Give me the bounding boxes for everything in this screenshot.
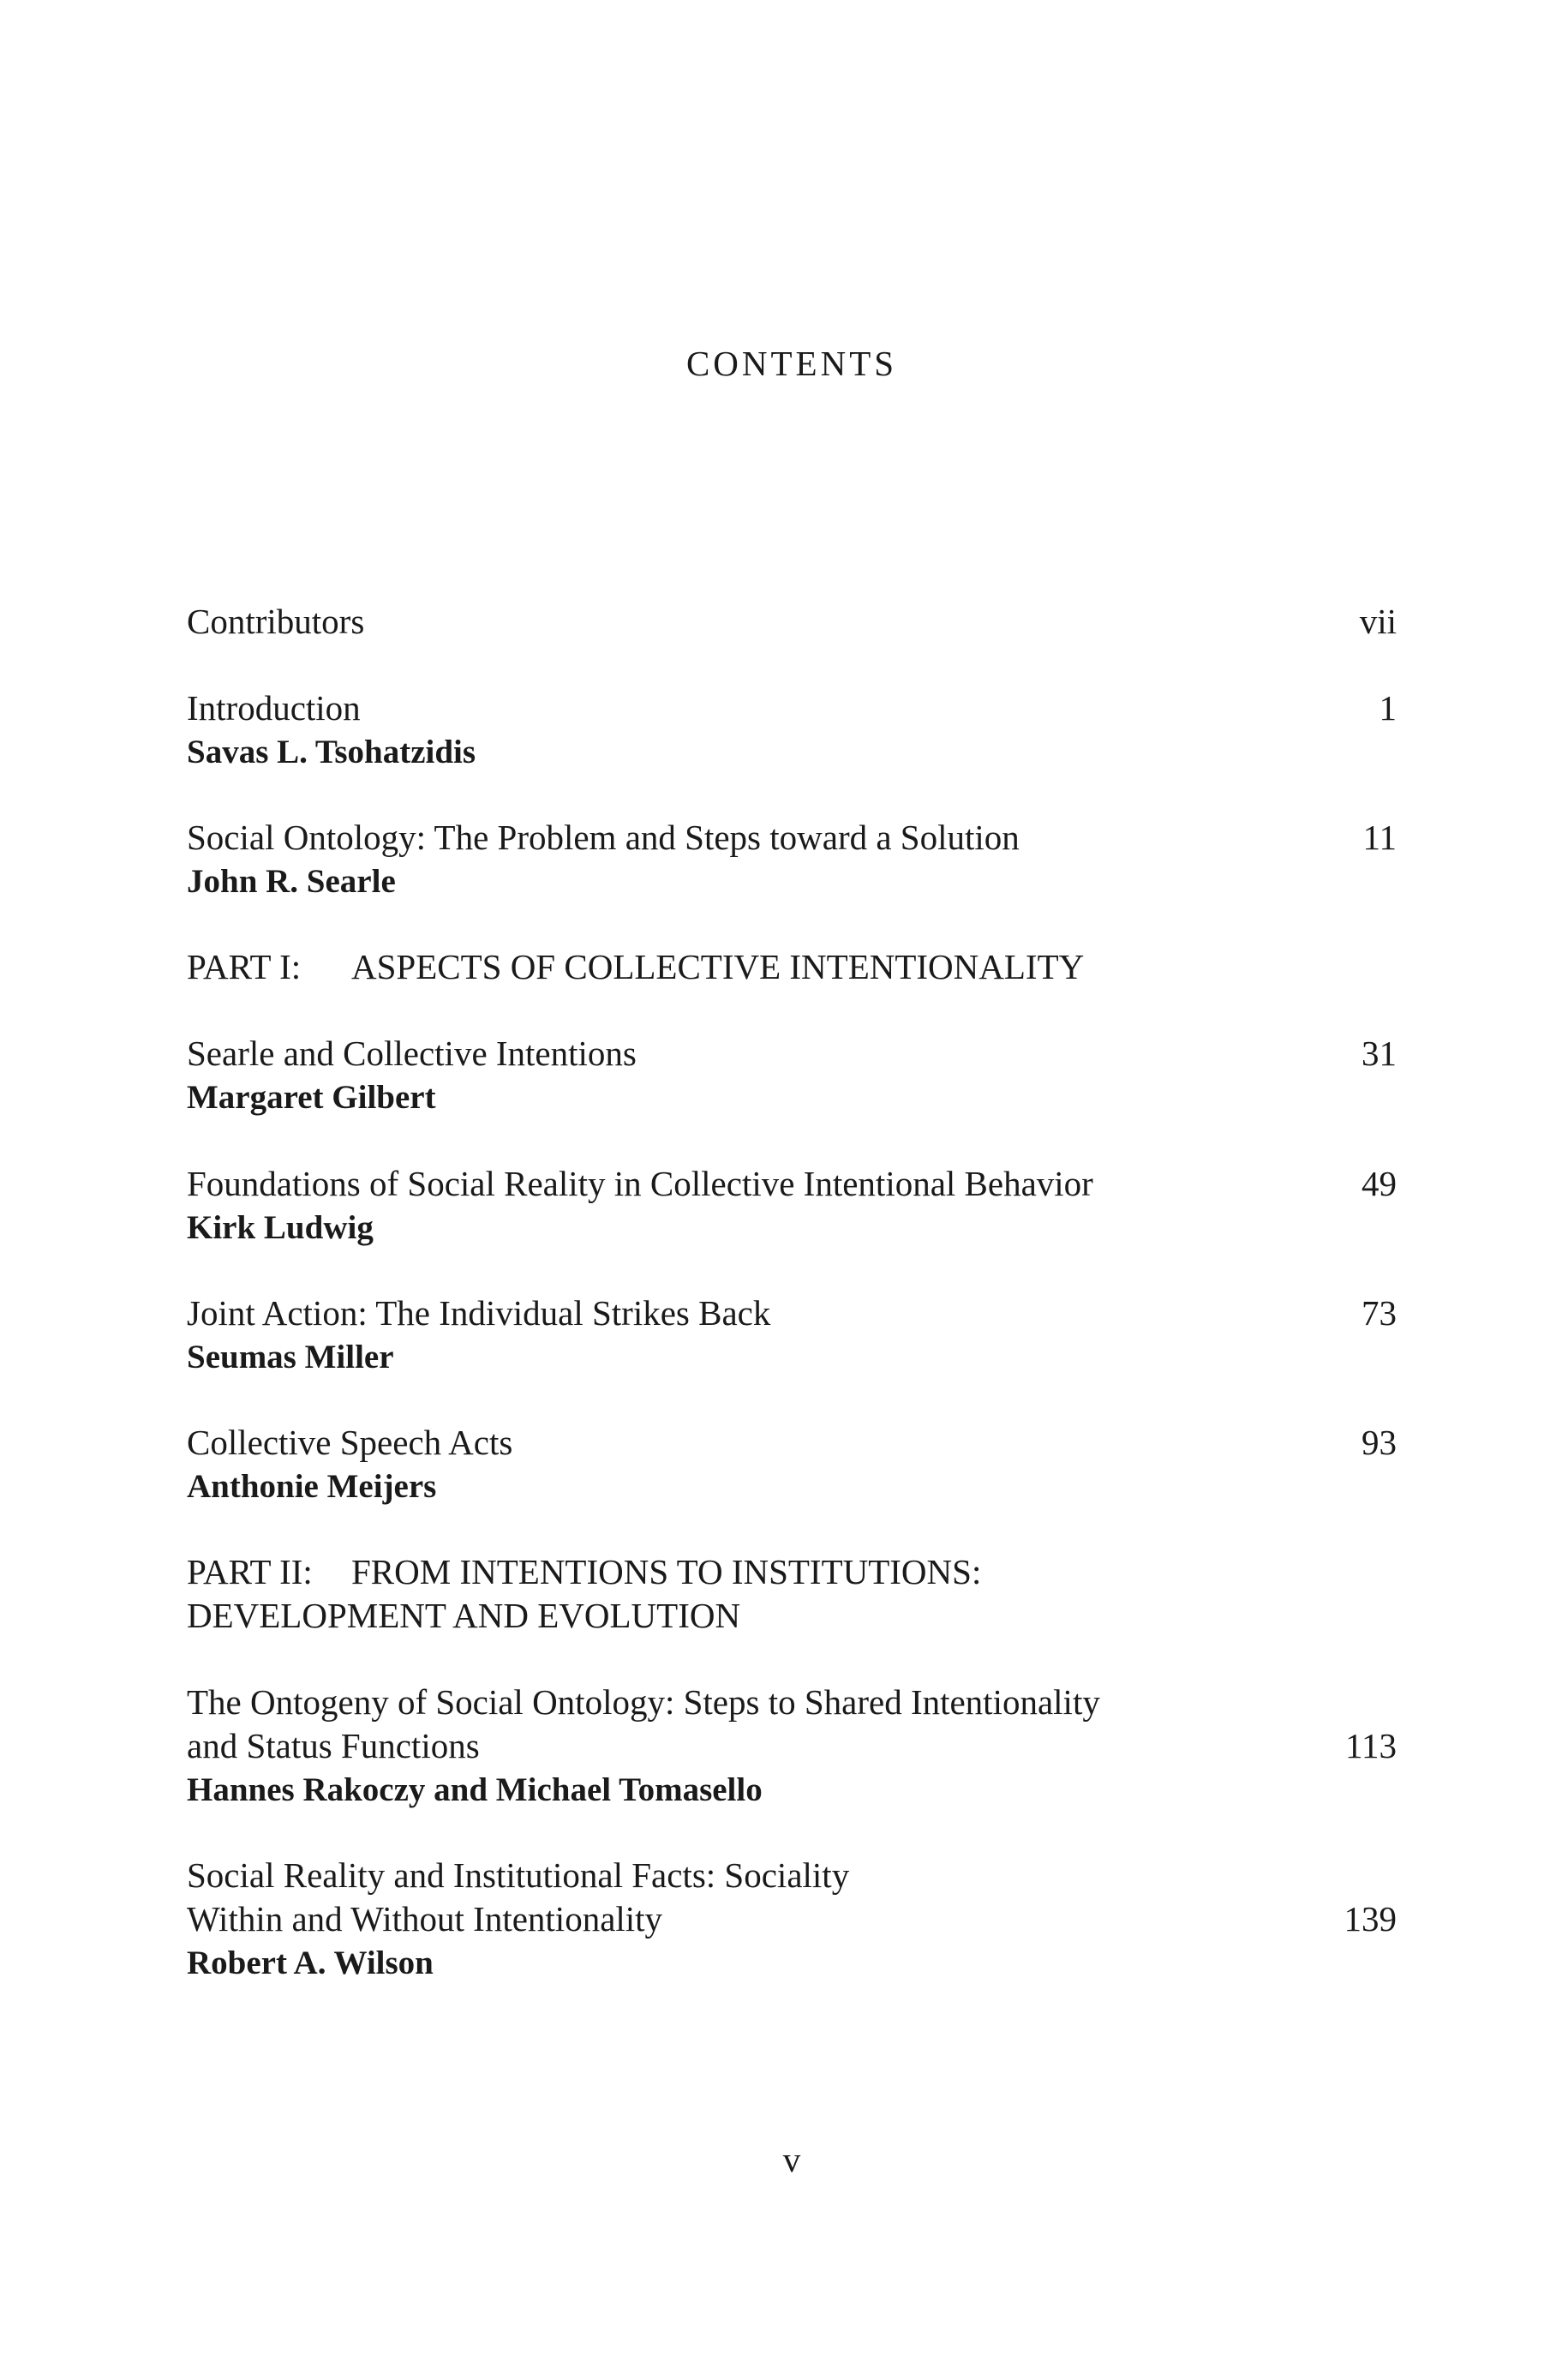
entry-author: Savas L. Tsohatzidis <box>187 734 476 770</box>
entry-title: Joint Action: The Individual Strikes Back <box>187 1293 771 1333</box>
entry-title: Introduction <box>187 688 361 728</box>
part-title-line-2: DEVELOPMENT AND EVOLUTION <box>187 1596 741 1635</box>
entry-title: Social Ontology: The Problem and Steps toward a Solution <box>187 818 1020 857</box>
page-number: vii <box>1359 602 1397 641</box>
entry-author: Robert A. Wilson <box>187 1945 434 1981</box>
entry-author: Margaret Gilbert <box>187 1079 436 1116</box>
entry-author: Seumas Miller <box>187 1339 394 1375</box>
entry-author: Anthonie Meijers <box>187 1468 437 1505</box>
entry-title: Searle and Collective Intentions <box>187 1034 637 1073</box>
part-title-line-1: FROM INTENTIONS TO INSTITUTIONS: <box>351 1552 982 1591</box>
toc-entry-social-ontology[interactable] <box>187 816 1397 903</box>
part-heading-1 <box>187 945 1397 989</box>
entry-author: John R. Searle <box>187 863 396 900</box>
page-title: CONTENTS <box>685 344 898 383</box>
page-number: 31 <box>1362 1034 1397 1073</box>
toc-entry-chapter[interactable] <box>187 1681 1397 1812</box>
entry-title-line-1: Social Reality and Institutional Facts: Sociality <box>187 1855 850 1895</box>
entry-title-line-1: The Ontogeny of Social Ontology: Steps to Shared Intentionality <box>187 1682 1100 1722</box>
toc-entry-introduction[interactable] <box>187 686 1397 774</box>
entry-author: Hannes Rakoczy and Michael Tomasello <box>187 1771 763 1808</box>
entry-title-line-2: Within and Without Intentionality <box>187 1899 663 1939</box>
toc-entry-chapter[interactable] <box>187 1032 1397 1119</box>
entry-title: Foundations of Social Reality in Collective Intentional Behavior <box>187 1164 1093 1203</box>
toc-entry-contributors[interactable] <box>187 600 1397 644</box>
entry-title: Contributors <box>187 602 365 641</box>
toc-entry-chapter[interactable] <box>187 1162 1397 1249</box>
page-number: 113 <box>1345 1726 1397 1765</box>
page-number: 1 <box>1379 688 1397 728</box>
page-folio: v <box>782 2140 801 2179</box>
page-number: 11 <box>1362 818 1397 857</box>
page-number: 73 <box>1362 1293 1397 1333</box>
part-number: PART I: <box>187 947 302 986</box>
entry-author: Kirk Ludwig <box>187 1209 374 1246</box>
part-number: PART II: <box>187 1552 313 1591</box>
toc-entry-chapter[interactable] <box>187 1291 1397 1379</box>
toc-entry-chapter[interactable] <box>187 1854 1397 1985</box>
page-number: 93 <box>1362 1423 1397 1462</box>
entry-title-line-2: and Status Functions <box>187 1726 480 1765</box>
part-heading-2 <box>187 1550 1397 1638</box>
page-number: 49 <box>1362 1164 1397 1203</box>
toc-entry-chapter[interactable] <box>187 1421 1397 1508</box>
entry-title: Collective Speech Acts <box>187 1423 513 1462</box>
page-number: 139 <box>1344 1899 1397 1939</box>
part-title: ASPECTS OF COLLECTIVE INTENTIONALITY <box>351 947 1085 986</box>
